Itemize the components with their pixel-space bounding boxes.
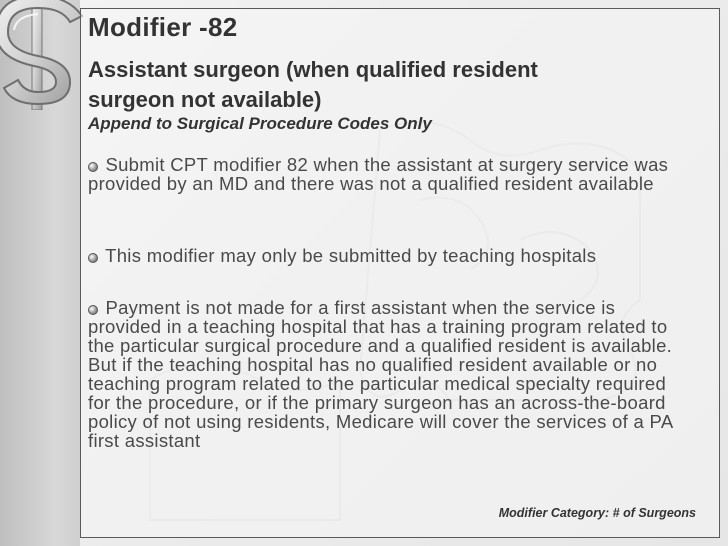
slide-title: Modifier -82 (88, 12, 238, 42)
bullet-text: Submit CPT modifier 82 when the assistant at surgery service was provided by an MD and there was not a qualified resident available (88, 154, 669, 194)
bullet-text: Payment is not made for a first assistant when the service is provided in a teaching hospital that has a training program related to the particular surgical procedure and a qualified resident is available. But if the teaching hospital has no qualified resident available or no teaching program related to the particular medical specialty required for the procedure, or if the primary surgeon has an across-the-board policy of not using residents, Medicare will cover the services of a PA first assistant (88, 297, 673, 451)
bullet-item (88, 298, 693, 450)
bullet-item (88, 246, 693, 265)
footer-category: Modifier Category: # of Surgeons (498, 506, 696, 520)
round-bullet-icon (88, 253, 98, 263)
round-bullet-icon (88, 305, 98, 315)
slide-subtitle-italic: Append to Surgical Procedure Codes Only (88, 114, 432, 133)
dollar-sign-icon (0, 0, 84, 110)
bullet-text: This modifier may only be submitted by teaching hospitals (100, 245, 597, 266)
round-bullet-icon (88, 162, 98, 172)
bullet-item (88, 155, 693, 193)
slide-subtitle: Assistant surgeon (when qualified resident surgeon not available) (88, 57, 538, 112)
